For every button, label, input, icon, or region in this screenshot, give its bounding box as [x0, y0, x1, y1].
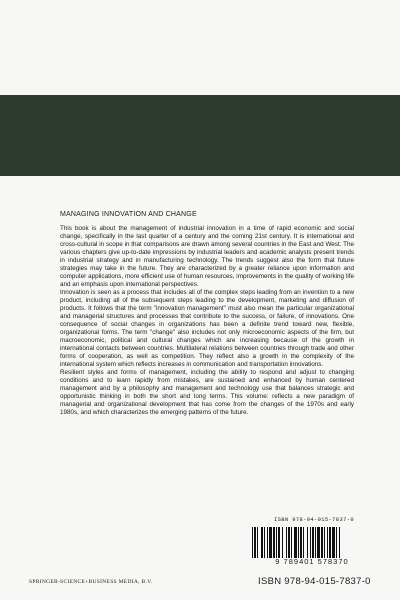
barcode-bar	[269, 527, 272, 558]
barcode-bar	[267, 527, 268, 558]
barcode-bar	[286, 527, 287, 558]
isbn-label-small: ISBN 978-94-015-7837-0	[274, 517, 354, 523]
blurb-paragraph-2: Innovation is seen as a process that includes all of the complex steps leading from an invention to a new product, including all of the subsequent steps leading to the development, marketing and diffusion of products. It follows that the term "innovation management" must also mean the particular organizational and managerial structures and processes that contribute to the success, or failure, of innovations. One consequence of social changes in organizations has been a definite trend toward new, flexible, organizational forms. The term "change" also includes not only microeconomic aspects of the firm, but macroeconomic, political and cultural changes which are increasing because of the growth in international contacts between countries. Multilateral relations between countries through trade and other forms of cooperation, as well as competition. They reflect also a growth in the complexity of the international system which reflects increases in communication and transportation innovations.	[60, 289, 354, 368]
barcode-digits: 9 789401 578370	[275, 557, 349, 566]
barcode-bar	[264, 527, 265, 558]
barcode-bar	[300, 527, 302, 558]
blurb-paragraph-3: Resilient styles and forms of management, including the ability to respond and adjust to changing conditions and to learn rapidly from mistakes, are sustained and enhanced by human centered management and by a philosophy and management and technology use that balances strategic and opportunistic thinking in both the short and long terms. This volume: reflects a new paradigm of managerial and organizational development that has come from the changes of the 1970s and early 1980s, and which characterizes the emerging patterns of the future.	[60, 369, 354, 416]
barcode-bar	[303, 527, 304, 558]
publisher-name: SPRINGER-SCIENCE+BUSINESS MEDIA, B.V.	[29, 579, 153, 585]
barcode-bar	[315, 527, 316, 558]
barcode-bar	[324, 527, 325, 558]
barcode-bar	[257, 527, 258, 558]
blurb-paragraph-1: This book is about the management of industrial innovation in a time of rapid economic and social change, specifically in the last quarter of a century and the coming 21st century. It is international and cross-cultural in scope in that comparisons are drawn among several countries in the East and West. The various chapters give up-to-date impressions by industrial leaders and academic analysts present trends in industrial strategy and in manufacturing technology. The trends suggest also the form that future strategies may take in the future. They are characterized by a greater reliance upon information and computer applications, more efficient use of human resources, improvements in the quality of working life and an emphasis upon international perspectives.	[60, 225, 354, 288]
cover-color-band	[0, 95, 400, 176]
barcode-bar	[254, 527, 256, 558]
barcode-bar	[291, 527, 292, 558]
barcode-bar	[321, 527, 323, 558]
barcode-bar	[294, 527, 297, 558]
barcode-bar	[288, 527, 290, 558]
barcode-bar	[329, 527, 331, 558]
isbn-label: ISBN 978-94-015-7837-0	[258, 576, 371, 587]
barcode-bar	[339, 527, 340, 558]
book-title: MANAGING INNOVATION AND CHANGE	[60, 211, 197, 218]
barcode-bar	[317, 527, 320, 558]
barcode-bar	[307, 527, 308, 558]
barcode-bar	[278, 527, 280, 558]
barcode-bar	[252, 527, 253, 558]
barcode-bar	[332, 527, 335, 558]
barcode-bar	[336, 527, 337, 558]
barcode-bar	[282, 527, 283, 558]
barcode-bar	[312, 527, 314, 558]
barcode-bar	[298, 527, 299, 558]
barcode-bar	[310, 527, 311, 558]
barcode-bar	[276, 527, 277, 558]
barcode	[251, 527, 373, 558]
back-cover-blurb	[60, 225, 354, 417]
barcode-bar	[273, 527, 275, 558]
barcode-bar	[327, 527, 328, 558]
barcode-bar	[261, 527, 263, 558]
